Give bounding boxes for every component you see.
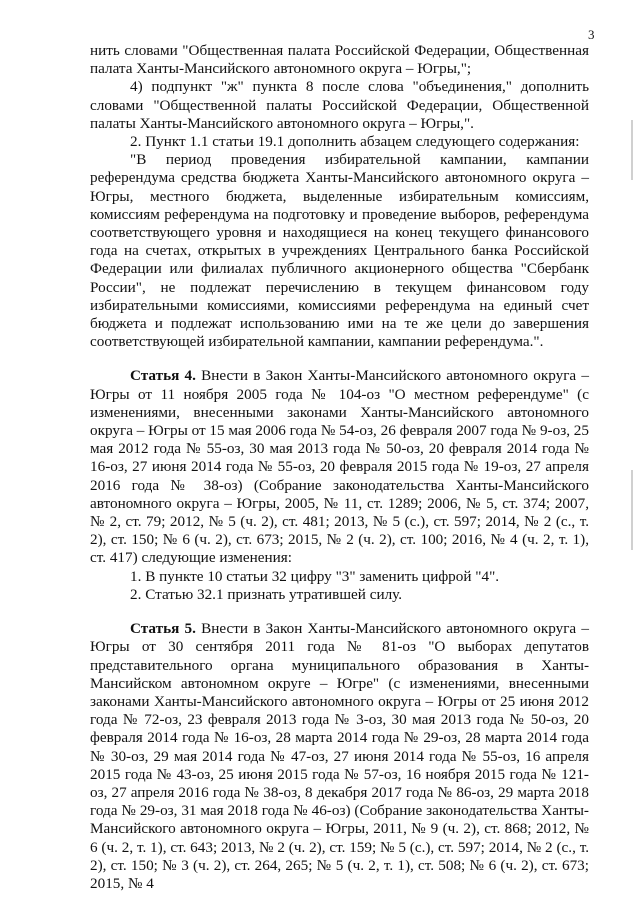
article-4-paragraph	[90, 367, 589, 567]
article-5-text: Внести в Закон Ханты-Мансийского автономного округа – Югры от 30 сентября 2011 года № 81-оз "О выборах депутатов представительного органа муниципального образования в Ханты-Мансийском автономном округе – Югре" (с изменениями, внесенными законами Ханты-Мансийского автономного округа – Югры от 25 июня 2012 года № 72-оз, 23 февраля 2013 года № 3-оз, 30 мая 2013 года № 50-оз, 20 февраля 2014 года № 16-оз, 28 марта 2014 года № 29-оз, 28 марта 2014 года № 30-оз, 29 мая 2014 года № 47-оз, 27 июня 2014 года № 55-оз, 16 апреля 2015 года № 43-оз, 25 июня 2015 года № 57-оз, 16 ноября 2015 года № 121-оз, 27 апреля 2016 года № 38-оз, 8 декабря 2017 года № 86-оз, 29 марта 2018 года № 29-оз, 31 мая 2018 года № 46-оз) (Собрание законодательства Ханты-Мансийского автономного округа – Югры, 2011, № 9 (ч. 2), ст. 868; 2012, № 6 (ч. 2, т. 1), ст. 643; 2013, № 2 (ч. 2), ст. 159; № 5 (с.), ст. 597; 2014, № 2 (с., т. 2), ст. 150; № 3 (ч. 2), ст. 264, 265; № 5 (ч. 2, т. 1), ст. 508; № 6 (ч. 2), ст. 673; 2015, № 4	[90, 620, 589, 892]
article-4-item-1: 1. В пункте 10 статьи 32 цифру "3" заменить цифрой "4".	[130, 567, 500, 585]
article-5-heading: Статья 5.	[130, 620, 196, 638]
article-5-paragraph	[90, 620, 589, 893]
article-4-heading: Статья 4.	[130, 367, 196, 385]
scan-edge-mark	[631, 120, 633, 180]
paragraph-subitem-4: 4) подпункт "ж" пункта 8 после слова "объединения," дополнить словами "Общественной палаты Российской Федерации, Общественной палаты Ханты-Мансийского автономного округа – Югры,".	[90, 78, 589, 132]
page-number: 3	[588, 27, 595, 42]
scan-edge-mark	[631, 470, 633, 550]
document-body	[90, 42, 589, 893]
article-4-text: Внести в Закон Ханты-Мансийского автономного округа – Югры от 11 ноября 2005 года № 104-оз "О местном референдуме" (с изменениями, внесенными законами Ханты-Мансийского автономного округа – Югры от 15 мая 2006 года № 54-оз, 26 февраля 2007 года № 9-оз, 25 мая 2012 года № 55-оз, 30 мая 2013 года № 50-оз, 20 февраля 2014 года № 16-оз, 27 июня 2014 года № 55-оз, 20 февраля 2015 года № 19-оз, 27 апреля 2016 года № 38-оз) (Собрание законодательства Ханты-Мансийского автономного округа – Югры, 2005, № 11, ст. 1289; 2006, № 5, ст. 374; 2007, № 2, ст. 79; 2012, № 5 (ч. 2), ст. 481; 2013, № 5 (с.), ст. 597; 2014, № 2 (с., т. 2), ст. 150; № 6 (ч. 2), ст. 673; 2015, № 2 (ч. 2), ст. 100; 2016, № 4 (ч. 2, т. 1), ст. 417) следующие изменения:	[90, 367, 589, 567]
paragraph-item-2: 2. Пункт 1.1 статьи 19.1 дополнить абзацем следующего содержания:	[130, 133, 580, 151]
article-4-item-2: 2. Статью 32.1 признать утратившей силу.	[130, 585, 403, 603]
paragraph-continuation: нить словами "Общественная палата Российской Федерации, Общественная палата Ханты-Мансийского автономного округа – Югры,";	[90, 42, 589, 78]
paragraph-quoted-amendment: "В период проведения избирательной кампании, кампании референдума средства бюджета Ханты-Мансийского автономного округа – Югры, местного бюджета, выделенные избирательным комиссиям, комиссиям референдума на подготовку и проведение выборов, референдума соответствующего уровня и находящиеся на конец текущего финансового года на счетах, открытых в учреждениях Центрального банка Российской Федерации или филиалах публичного акционерного общества "Сбербанк России", не подлежат перечислению в текущем финансовом году избирательными комиссиями, комиссиями референдума на единый счет бюджета и подлежат использованию ими на те же цели до завершения соответствующей избирательной кампании, кампании референдума.".	[90, 151, 589, 351]
